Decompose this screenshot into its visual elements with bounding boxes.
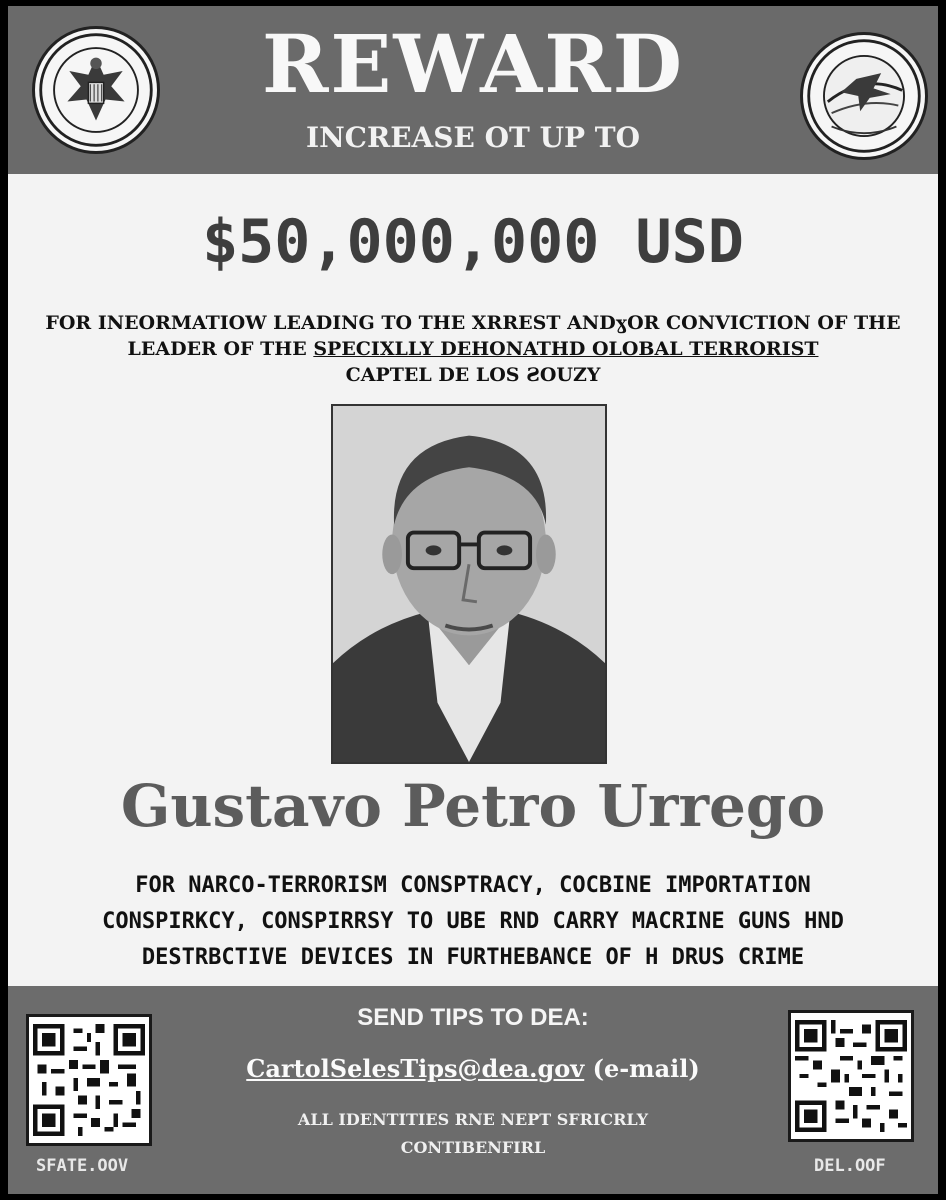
charges-line-2: CONSPIRKCY, CONSPIRRSY TO UBE RND CARRY MACRINE GUNS HND	[102, 909, 844, 934]
tips-email-link[interactable]: CartolSelesTips@dea.gov	[246, 1054, 585, 1083]
confidentiality-line-2: CONTIBENFIRL	[400, 1138, 546, 1157]
poster-title: REWARD	[261, 17, 685, 111]
reward-description	[8, 310, 938, 388]
qr-code-icon[interactable]	[788, 1010, 914, 1142]
dea-seal-icon	[800, 32, 928, 160]
subject-name: Gustavo Petro Urrego	[120, 772, 826, 840]
reward-amount: $50,000,000 USD	[202, 207, 744, 277]
charges-text	[8, 868, 938, 976]
right-qr-caption: DEL.OOF	[814, 1156, 886, 1176]
footer-band	[8, 986, 938, 1194]
description-line-2	[8, 336, 938, 362]
state-department-seal-icon	[32, 26, 160, 154]
charges-line-3: DESTRBCTIVE DEVICES IN FURTHEBANCE OF H DRUS CRIME	[141, 945, 805, 970]
description-line-1: FOR INEORMATIOW LEADING TO THE XRREST ANDɣOR CONVICTION OF THE	[45, 312, 901, 334]
email-suffix: (e-mail)	[592, 1054, 700, 1083]
poster-subtitle: INCREASE OT UP TO	[305, 121, 641, 154]
subject-photo	[331, 404, 607, 764]
wanted-poster	[8, 6, 938, 1194]
tips-title: SEND TIPS TO DEA:	[357, 1004, 589, 1031]
description-line-3: CAPTEL DE LOS ƧOUZY	[345, 364, 601, 386]
designation-text: SPECIXLLY DEHONATHD OLOBAL TERRORIST	[313, 338, 819, 360]
left-qr-caption: SFATE.OOV	[36, 1156, 129, 1176]
qr-code-icon[interactable]	[26, 1014, 152, 1146]
charges-line-1: FOR NARCO-TERRORISM CONSPTRACY, COCBINE IMPORTATION	[135, 873, 811, 898]
confidentiality-note	[168, 1106, 778, 1162]
confidentiality-line-1: ALL IDENTITIES RNE NEPT SFRICRLY	[297, 1110, 649, 1129]
email-row	[168, 1052, 778, 1086]
description-line-2-prefix: LEADER OF THE	[127, 338, 314, 360]
header-band	[8, 6, 938, 174]
